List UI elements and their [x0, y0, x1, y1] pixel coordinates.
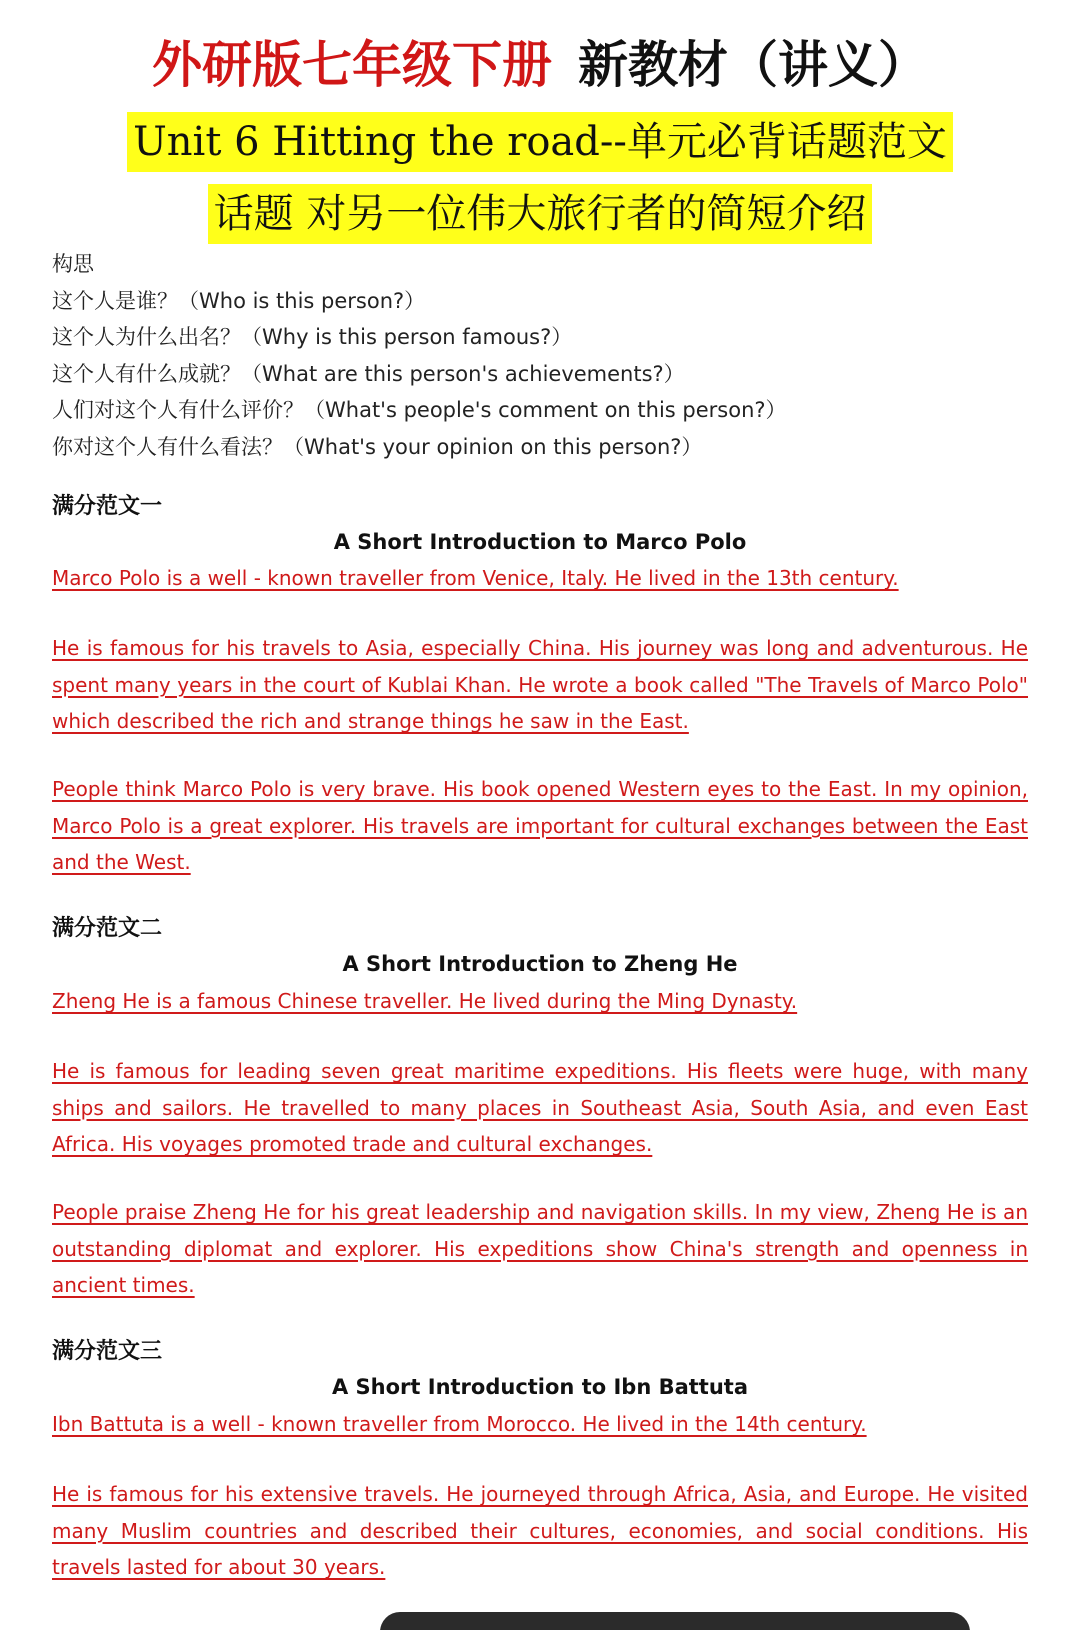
sample-label: 满分范文一 — [52, 493, 163, 519]
unit-subtitle-row — [0, 112, 1080, 172]
sample-paragraph: People think Marco Polo is very brave. His book opened Western eyes to the East. In my opinion, Marco Polo is a great explorer. His travels are important for cultural exchanges between the East and the West. — [52, 777, 1028, 874]
sample-paragraph: Zheng He is a famous Chinese traveller. He lived during the Ming Dynasty. — [52, 989, 798, 1013]
sample-title: A Short Introduction to Ibn Battuta — [331, 1375, 748, 1399]
outline-heading: 构思 — [52, 252, 94, 276]
outline-item: 这个人有什么成就？（What are this person's achievements?） — [52, 361, 685, 386]
title-material: 新教材（讲义） — [578, 36, 928, 94]
sample-paragraph: He is famous for leading seven great maritime expeditions. His fleets were huge, with many ships and sailors. He travelled to many places in Southeast Asia, South Asia, and even East Africa. His voyages promoted trade and cultural exchanges. — [52, 1059, 1028, 1156]
outline-item: 你对这个人有什么看法？（What's your opinion on this person?） — [52, 434, 703, 459]
page-title — [0, 28, 1080, 102]
unit-subtitle: Unit 6 Hitting the road--单元必背话题范文 — [127, 112, 953, 172]
sample-label: 满分范文二 — [52, 915, 163, 941]
bottom-overlay-bar — [380, 1612, 970, 1630]
outline-item: 人们对这个人有什么评价？（What's people's comment on this person?） — [52, 398, 787, 422]
sample-paragraph: He is famous for his extensive travels. He journeyed through Africa, Asia, and Europe. He visited many Muslim countries and described their cultures, economies, and social conditions. His travels lasted for about 30 years. — [52, 1482, 1028, 1579]
sample-title: A Short Introduction to Zheng He — [342, 952, 738, 976]
sample-paragraph: Marco Polo is a well - known traveller from Venice, Italy. He lived in the 13th century. — [52, 566, 899, 590]
sample-label: 满分范文三 — [52, 1338, 163, 1364]
sample-paragraph: He is famous for his travels to Asia, especially China. His journey was long and adventurous. He spent many years in the court of Kublai Khan. He wrote a book called "The Travels of Marco Polo" which described the rich and strange things he saw in the East. — [52, 636, 1028, 733]
sample-title: A Short Introduction to Marco Polo — [333, 530, 747, 554]
outline-item: 这个人为什么出名？（Why is this person famous?） — [52, 325, 573, 349]
topic-row — [0, 184, 1080, 244]
title-publisher: 外研版七年级下册 — [152, 36, 552, 94]
topic-title: 话题 对另一位伟大旅行者的简短介绍 — [208, 184, 873, 244]
sample-paragraph: Ibn Battuta is a well - known traveller from Morocco. He lived in the 14th century. — [52, 1412, 867, 1436]
sample-paragraph: People praise Zheng He for his great leadership and navigation skills. In my view, Zheng He is an outstanding diplomat and explorer. His expeditions show China's strength and openness in ancient times. — [52, 1200, 1028, 1297]
outline-item: 这个人是谁？（Who is this person?） — [52, 288, 426, 313]
outline-section — [52, 246, 1032, 465]
